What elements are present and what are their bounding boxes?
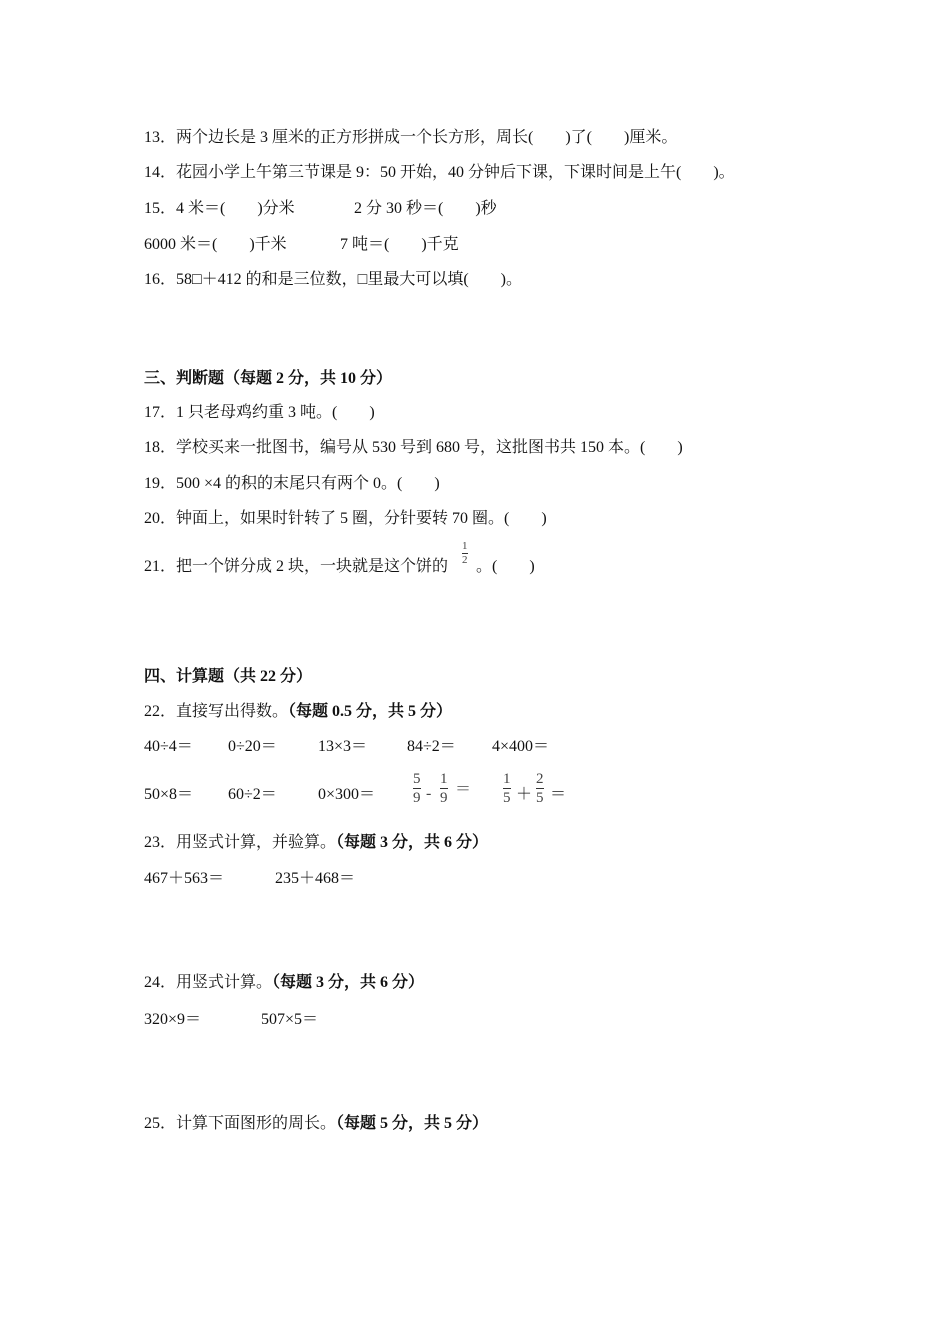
fraction-bar xyxy=(536,788,544,789)
calc-item: 0×300＝ xyxy=(318,786,376,803)
calc-item: 13×3＝ xyxy=(318,738,368,755)
denominator: 5 xyxy=(503,790,511,806)
denominator: 9 xyxy=(413,790,421,806)
fraction-bar xyxy=(440,788,448,789)
q21-numerator: 1 xyxy=(462,540,468,552)
minus-sign: - xyxy=(426,785,432,802)
calc-item: 60÷2＝ xyxy=(228,786,277,803)
question-15-d: 7 吨＝( )千克 xyxy=(340,236,459,253)
question-18: 18．学校买来一批图书，编号从 530 号到 680 号，这批图书共 150 本。( ) xyxy=(144,439,683,456)
question-14: 14．花园小学上午第三节课是 9：50 开始，40 分钟后下课，下课时间是上午( )。 xyxy=(144,164,735,181)
question-21-tail: 。( ) xyxy=(476,558,535,575)
question-23-text: 23．用竖式计算，并验算。 xyxy=(144,834,337,851)
calc-item: 320×9＝ xyxy=(144,1011,202,1028)
calc-item: 84÷2＝ xyxy=(407,738,456,755)
calc-item: 50×8＝ xyxy=(144,786,194,803)
question-24 xyxy=(144,973,424,993)
question-17: 17．1 只老母鸡约重 3 吨。( ) xyxy=(144,404,375,421)
numerator: 5 xyxy=(413,771,421,787)
section-3-title: 三、判断题（每题 2 分，共 10 分） xyxy=(144,370,393,387)
question-25-text: 25．计算下面图形的周长。 xyxy=(144,1115,337,1132)
equals-sign: ＝ xyxy=(550,786,567,803)
numerator: 1 xyxy=(440,771,448,787)
question-15-a: 15．4 米＝( )分米 xyxy=(144,200,295,217)
question-22-score: （每题 0.5 分，共 5 分） xyxy=(288,703,453,720)
question-19: 19．500 ×4 的积的末尾只有两个 0。( ) xyxy=(144,475,440,492)
question-15-b: 2 分 30 秒＝( )秒 xyxy=(354,200,497,217)
fraction-1-5 xyxy=(503,771,511,806)
fraction-bar xyxy=(503,788,511,789)
question-15-c: 6000 米＝( )千米 xyxy=(144,236,287,253)
fraction-1-9 xyxy=(440,771,448,806)
numerator: 1 xyxy=(503,771,511,787)
calc-item: 0÷20＝ xyxy=(228,738,277,755)
calc-item: 40÷4＝ xyxy=(144,738,193,755)
question-21: 21．把一个饼分成 2 块，一块就是这个饼的 xyxy=(144,558,449,575)
question-16: 16．58□＋412 的和是三位数，□里最大可以填( )。 xyxy=(144,271,522,288)
question-25 xyxy=(144,1114,488,1134)
fraction-2-5 xyxy=(536,771,544,806)
calc-item: 235＋468＝ xyxy=(275,870,356,887)
question-25-score: （每题 5 分，共 5 分） xyxy=(336,1115,489,1132)
numerator: 2 xyxy=(536,771,544,787)
plus-sign: ＋ xyxy=(516,786,533,803)
denominator: 5 xyxy=(536,790,544,806)
q21-denominator: 2 xyxy=(462,554,468,566)
question-23 xyxy=(144,833,488,853)
question-20: 20．钟面上，如果时针转了 5 圈，分针要转 70 圈。( ) xyxy=(144,510,547,527)
question-22-text: 22．直接写出得数。 xyxy=(144,703,289,720)
question-24-text: 24．用竖式计算。 xyxy=(144,974,273,991)
question-13: 13．两个边长是 3 厘米的正方形拼成一个长方形，周长( )了( )厘米。 xyxy=(144,129,678,146)
equals-sign: ＝ xyxy=(455,781,472,798)
calc-item: 4×400＝ xyxy=(492,738,550,755)
fraction-5-9 xyxy=(413,771,421,806)
question-23-score: （每题 3 分，共 6 分） xyxy=(336,834,489,851)
calc-item: 467＋563＝ xyxy=(144,870,225,887)
question-24-score: （每题 3 分，共 6 分） xyxy=(272,974,425,991)
fraction-bar xyxy=(413,788,421,789)
calc-item: 507×5＝ xyxy=(261,1011,319,1028)
q21-fraction xyxy=(462,541,468,566)
section-4-title: 四、计算题（共 22 分） xyxy=(144,668,313,685)
denominator: 9 xyxy=(440,790,448,806)
question-22 xyxy=(144,702,452,722)
